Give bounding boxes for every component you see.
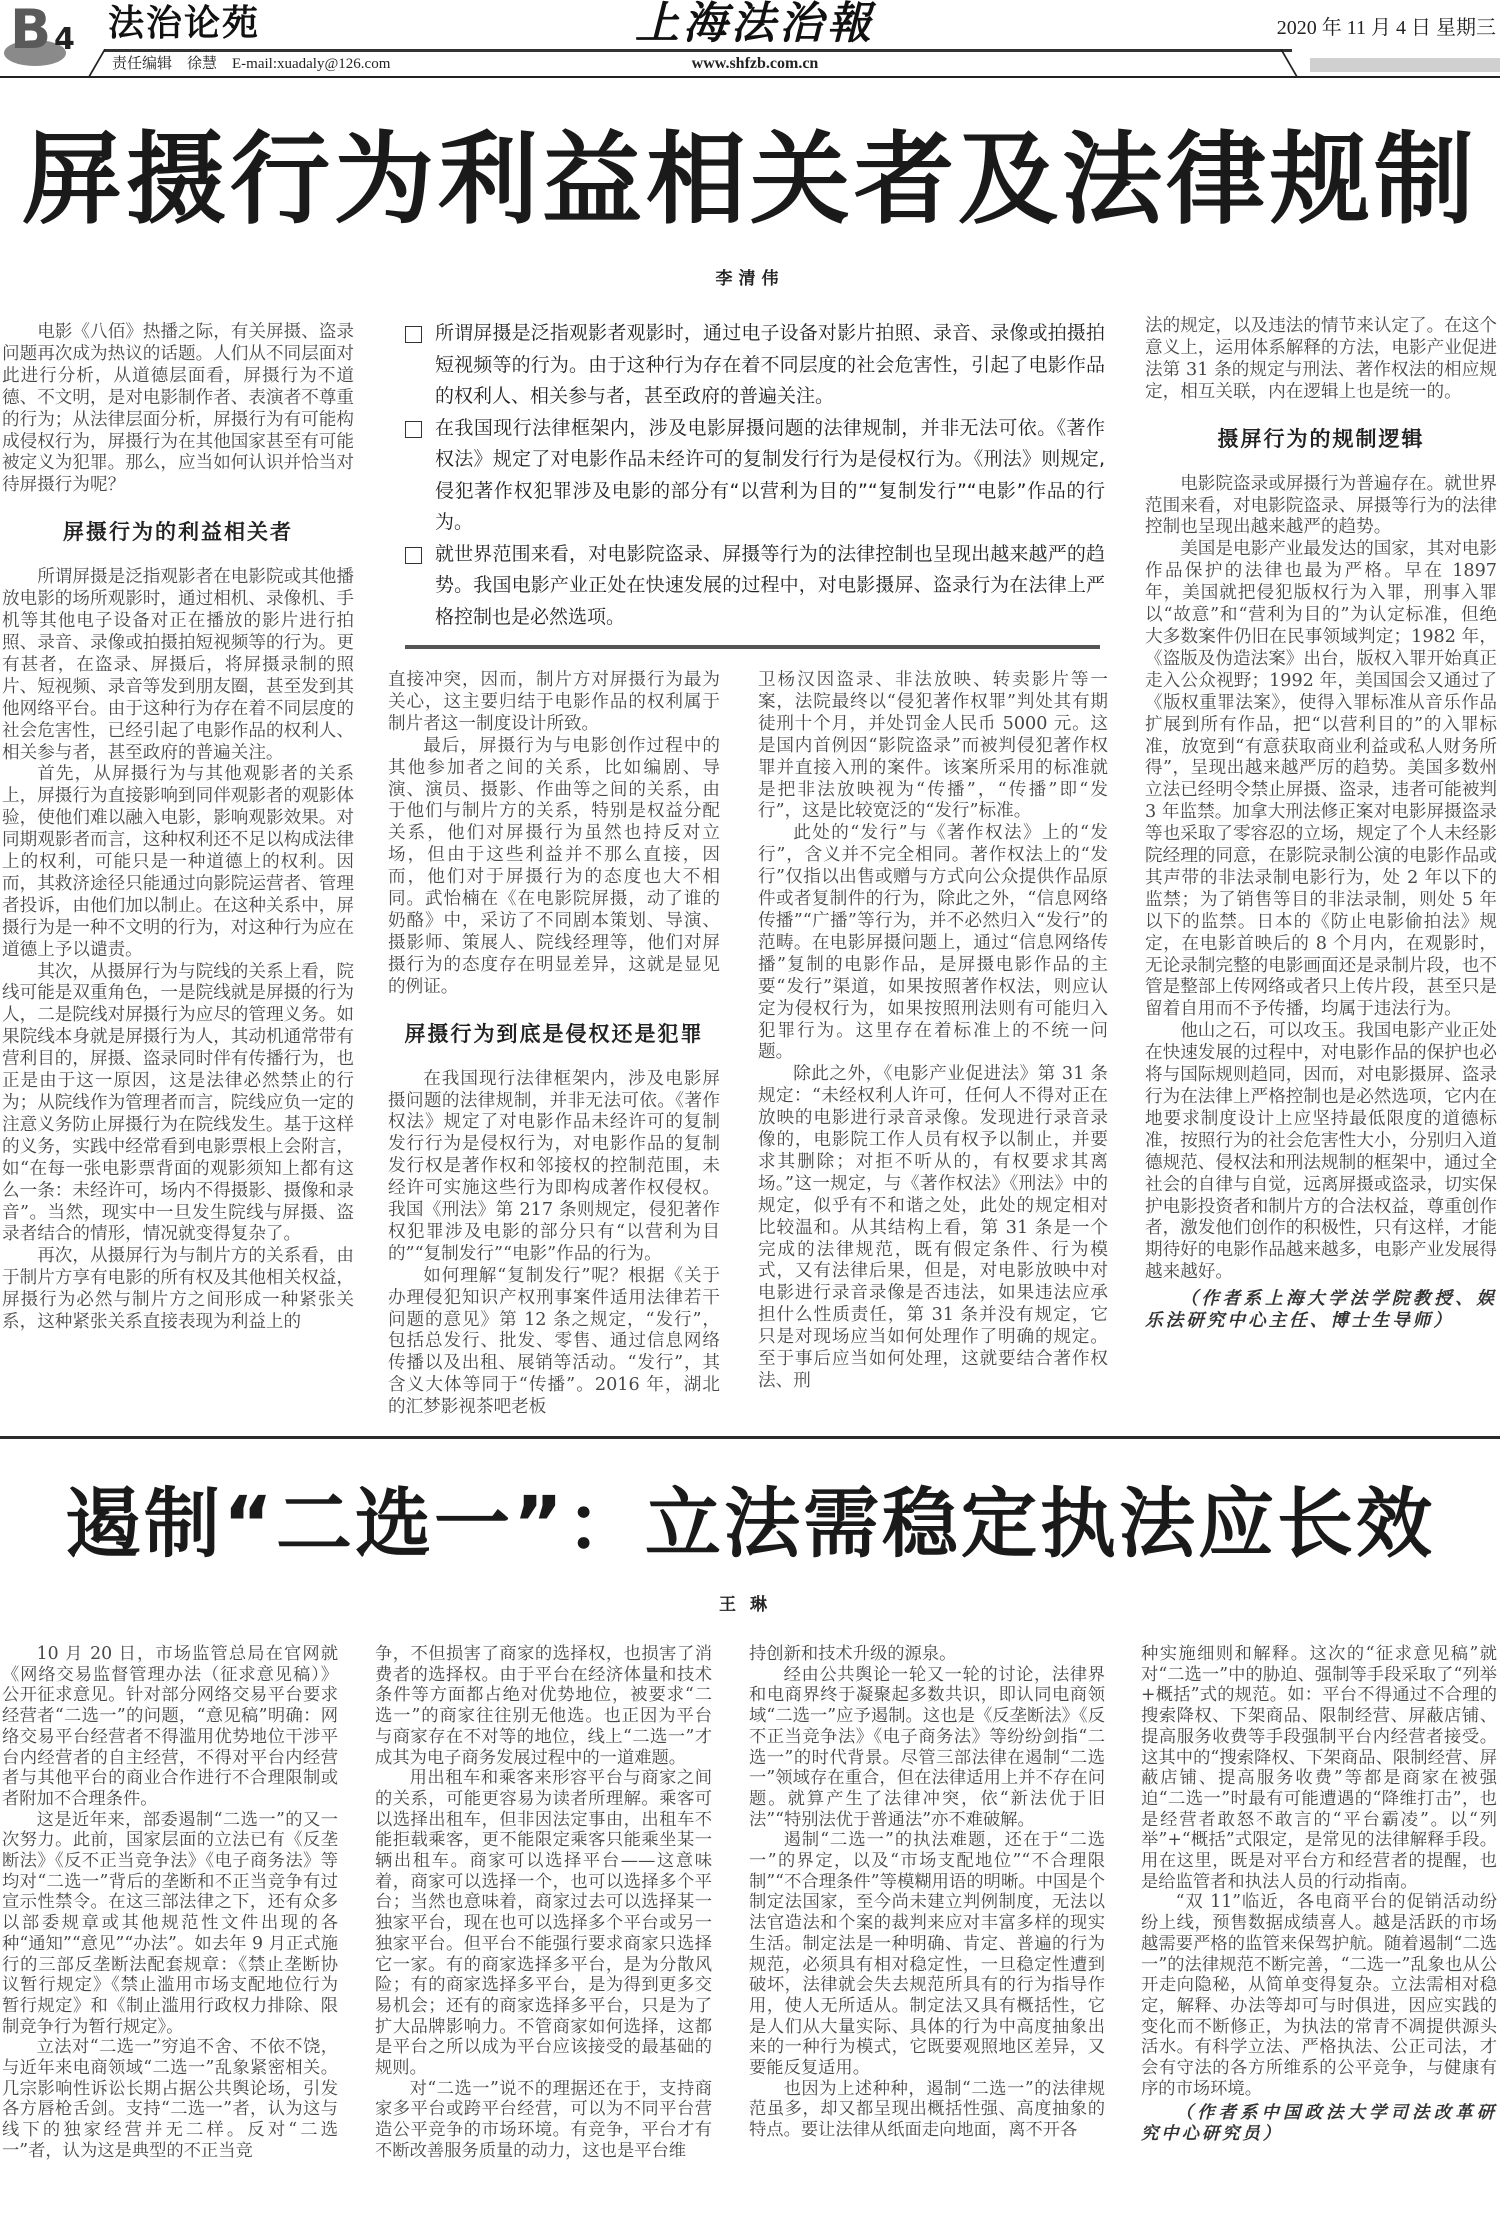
square-bullet-icon bbox=[405, 421, 422, 438]
paragraph: 其次，从摄屏行为与院线的关系上看，院线可能是双重角色，一是院线就是屏摄的行为人，二是院线对屏摄行为应尽的管理义务。如果院线本身就是屏摄行为人，其动机通常带有营利目的，屏摄、盗录同时伴有传播行为，也正是由于这一原因，这是法律必然禁止的行为；从院线作为管理者而言，院线应负一定的注意义务防止屏摄行为在院线发生。基于这样的义务，实践中经常看到电影票根上会附言，如“在每一张电影票背面的观影须知上都有这么一条：未经许可，场内不得摄影、摄像和录音”。当然，现实中一旦发生院线与屏摄、盗录者结合的情形，情况就变得复杂了。 bbox=[2, 961, 354, 1245]
paragraph: 电影《八佰》热播之际，有关屏摄、盗录问题再次成为热议的话题。人们从不同层面对此进行分析，从道德层面看，屏摄行为不道德、不文明，是对电影制作者、表演者不尊重的行为；从法律层面分析，屏摄行为有可能构成侵权行为，屏摄行为在其他国家甚至有可能被定义为犯罪。那么，应当如何认识并恰当对待屏摄行为呢？ bbox=[2, 322, 354, 496]
paragraph: 10 月 20 日，市场监管总局在官网就《网络交易监督管理办法（征求意见稿）》公开征求意见。针对部分网络交易平台要求经营者“二选一”的问题，“意见稿”明确：网络交易平台经营者不得滥用优势地位干涉平台内经营者的自主经营，不得对平台内经营者与其他平台的商业合作进行不合理限制或者附加不合理条件。 bbox=[2, 1644, 338, 1809]
masthead: 上海法治報 bbox=[635, 0, 875, 49]
article2-column-2 bbox=[375, 1644, 712, 2162]
paragraph: 首先，从屏摄行为与其他观影者的关系上，屏摄行为直接影响到同伴观影者的观影体验，使他们难以融入电影，影响观影效果。对同期观影者而言，这种权利还不足以构成法律上的权利，可能只是一种道德上的权利。因而，其救济途径只能通过向影院运营者、管理者投诉，由他们加以制止。在这种关系中，屏摄行为是一种不文明的行为，对这种行为应在道德上予以谴责。 bbox=[2, 764, 354, 960]
article1-summary bbox=[405, 318, 1105, 633]
paragraph: 美国是电影产业最发达的国家，其对电影作品保护的法律也最为严格。早在 1897 年，美国就把侵犯版权行为入罪，刑事入罪以“故意”和“营利为目的”为认定标准，但绝大多数案件仍旧在民事领域判定；1982 年，《盗版及伪造法案》出台，版权入罪开始真正走入公众视野；1992 年，美国国会又通过了《版权重罪法案》，使得入罪标准从音乐作品扩展到所有作品，把“以营利目的”的入罪标准，放宽到“有意获取商业利益或私人财务所得”，呈现出越来越严厉的趋势。美国多数州立法已经明令禁止屏摄、盗录，违者可能被判 3 年监禁。加拿大刑法修正案对电影屏摄盗录等也采取了零容忍的立场，规定了个人未经影院经理的同意，在影院录制公演的电影作品或其声带的非法录制电影行为，处 2 年以下的监禁；为了销售等目的非法录制，则处 5 年以下的监禁。日本的《防止电影偷拍法》规定，在电影首映后的 8 个月内，在观影时，无论录制完整的电影画面还是录制片段，也不管是整部上传网络或者只上传片段，甚至只是留着自用而不予传播，均属于违法行为。 bbox=[1145, 539, 1497, 1020]
paragraph: “双 11”临近，各电商平台的促销活动纷纷上线，预售数据成绩喜人。越是活跃的市场越需要严格的监管来保驾护航。随着遏制“二选一”的法律规范不断完善，“二选一”乱象也从公开走向隐秘，从简单变得复杂。立法需相对稳定，解释、办法等却可与时俱进，因应实践的变化而不断修正，为执法的常青不凋提供源头活水。有科学立法、严格执法、公正司法，才会有守法的各方所维系的公平竞争，与健康有序的市场环境。 bbox=[1141, 1892, 1497, 2099]
paragraph: 经由公共舆论一轮又一轮的讨论，法律界和电商界终于凝聚起多数共识，即认同电商领域“二选一”应予遏制。这也是《反垄断法》《反不正当竞争法》《电子商务法》等纷纷剑指“二选一”的时代背景。尽管三部法律在遏制“二选一”领域存在重合，但在法律适用上并不存在问题。就算产生了法律冲突，依“新法优于旧法”“特别法优于普通法”亦不难破解。 bbox=[749, 1664, 1105, 1830]
section-heading: 屏摄行为的利益相关者 bbox=[63, 520, 293, 545]
section-title: 法治论苑 bbox=[108, 3, 261, 44]
paragraph: 最后，屏摄行为与电影创作过程中的其他参加者之间的关系，比如编剧、导演、演员、摄影、作曲等之间的关系，由于他们与制片方的关系，特别是权益分配关系，他们对屏摄行为虽然也持反对立场，但由于这些利益并不那么直接，因而，他们对于屏摄行为的态度也大不相同。武怡楠在《在电影院屏摄，动了谁的奶酪》中，采访了不同剧本策划、导演、摄影师、策展人、院线经理等，他们对屏摄行为的态度存在明显差异，这就是显见的例证。 bbox=[388, 735, 720, 997]
summary-text: 在我国现行法律框架内，涉及电影屏摄问题的法律规制，并非无法可依。《著作权法》规定了对电影作品未经许可的复制发行行为是侵权行为。《刑法》则规定,侵犯著作权犯罪涉及电影的部分有“以营利为目的”“复制发行”“电影”作品的行为。 bbox=[435, 416, 1105, 533]
page-letter: B bbox=[10, 0, 52, 61]
website-link[interactable]: www.shfzb.com.cn bbox=[691, 55, 819, 72]
paragraph: 遏制“二选一”的执法难题，还在于“二选一”的界定，以及“市场支配地位”“不合理限制”“不合理条件”等模糊用语的明晰。中国是个制定法国家，至今尚未建立判例制度，无法以法官造法和个案的裁判来应对丰富多样的现实生活。制定法是一种明确、肯定、普遍的行为规范，必须具有相对稳定性，一旦稳定性遭到破坏，法律就会失去规范所具有的行为指导作用，使人无所适从。制定法又具有概括性，它是人们从大量实际、具体的行为中高度抽象出来的一种行为模式，它既要观照地区差异，又要能反复适用。 bbox=[749, 1830, 1105, 2079]
summary-rule bbox=[405, 645, 1100, 649]
summary-item bbox=[405, 539, 1105, 634]
paragraph: 持创新和技术升级的源泉。 bbox=[749, 1644, 957, 1664]
author-note: （作者系中国政法大学司法改革研究中心研究员） bbox=[1141, 2103, 1497, 2145]
summary-item bbox=[405, 318, 1105, 413]
issue-date: 2020 年 11 月 4 日 星期三 bbox=[1276, 17, 1496, 39]
paragraph: 对“二选一”说不的理据还在于，支持商家多平台或跨平台经营，可以为不同平台营造公平竞争的市场环境。有竞争，平台才有不断改善服务质量的动力，这也是平台维 bbox=[375, 2078, 712, 2161]
summary-item bbox=[405, 413, 1105, 539]
paragraph: 如何理解“复制发行”呢？根据《关于办理侵犯知识产权刑事案件适用法律若干问题的意见》第 12 条之规定，“发行”，包括总发行、批发、零售、通过信息网络传播以及出租、展销等活动。“发行”，其含义大体等同于“传播”。2016 年，湖北的汇梦影视茶吧老板 bbox=[388, 1265, 720, 1418]
paragraph: 也因为上述种种，遏制“二选一”的法律规范虽多，却又都呈现出概括性强、高度抽象的特点。要让法律从纸面走向地面，离不开各 bbox=[749, 2078, 1105, 2141]
summary-text: 就世界范围来看，对电影院盗录、屏摄等行为的法律控制也呈现出越来越严的趋势。我国电影产业正处在快速发展的过程中，对电影摄屏、盗录行为在法律上严格控制也是必然选项。 bbox=[435, 542, 1105, 628]
article2-headline: 遏制“二选一”：立法需稳定执法应长效 bbox=[65, 1479, 1435, 1568]
square-bullet-icon bbox=[405, 547, 422, 564]
article1-column-2 bbox=[388, 670, 720, 1419]
summary-text: 所谓屏摄是泛指观影者观影时，通过电子设备对影片拍照、录音、录像或拍摄拍短视频等的行为。由于这种行为存在着不同层度的社会危害性，引起了电影作品的权利人、相关参与者，甚至政府的普遍关注。 bbox=[435, 322, 1105, 407]
article1-author: 李清伟 bbox=[715, 269, 785, 289]
author-note: （作者系上海大学法学院教授、娱乐法研究中心主任、博士生导师） bbox=[1145, 1288, 1497, 1332]
square-bullet-icon bbox=[405, 326, 422, 343]
section-heading: 摄屏行为的规制逻辑 bbox=[1217, 426, 1425, 451]
paragraph: 法的规定，以及违法的情节来认定了。在这个意义上，运用体系解释的方法，电影产业促进法第 31 条的规定与刑法、著作权法的相应规定，相互关联，内在逻辑上也是统一的。 bbox=[1145, 316, 1497, 402]
article1-column-3 bbox=[758, 670, 1108, 1393]
paragraph: 此处的“发行”与《著作权法》上的“发行”，含义并不完全相同。著作权法上的“发行”仅指以出售或赠与方式向公众提供作品原件或者复制件的行为，除此之外，“信息网络传播”“广播”等行为，并不必然归入“发行”的范畴。在电影屏摄问题上，通过“信息网络传播”复制的电影作品，是屏摄电影作品的主要“发行”渠道，如果按照著作权法，则应认定为侵权行为，如果按照刑法则有可能归入犯罪行为。这里存在着标准上的不统一问题。 bbox=[758, 823, 1108, 1063]
paragraph: 立法对“二选一”穷追不舍、不依不饶，与近年来电商领域“二选一”乱象紧密相关。几宗影响性诉讼长期占据公共舆论场，引发各方唇枪舌剑。支持“二选一”者，认为这与线下的独家经营并无二样。反对“二选一”者，认为这是典型的不正当竞 bbox=[2, 2037, 338, 2161]
article2-author: 王琳 bbox=[719, 1595, 781, 1615]
article1-column-4 bbox=[1145, 316, 1497, 1332]
paragraph: 他山之石，可以攻玉。我国电影产业正处在快速发展的过程中，对电影作品的保护也必将与国际规则趋同，因而，对电影摄屏、盗录行为在法律上严格控制也是必然选项，它内在地要求制度设计上应坚持最低限度的道德标准，按照行为的社会危害性大小，分别归入道德规范、侵权法和刑法规制的框架中，通过全社会的自律与自觉，远离屏摄或盗录，切实保护电影投资者和制片方的合法权益，尊重创作者，激发他们创作的积极性，只有这样，才能期待好的电影作品越来越多，电影产业发展得越来越好。 bbox=[1145, 1021, 1497, 1283]
page-number: 4 bbox=[54, 22, 75, 57]
paragraph: 再次，从摄屏行为与制片方的关系看，由于制片方享有电影的所有权及其他相关权益，屏摄行为必然与制片方之间形成一种紧张关系，这种紧张关系直接表现为利益上的 bbox=[2, 1246, 354, 1333]
article2-column-4 bbox=[1141, 1644, 1497, 2145]
article1-column-1 bbox=[2, 322, 354, 1334]
paragraph: 这是近年来，部委遏制“二选一”的又一次努力。此前，国家层面的立法已有《反垄断法》《反不正当竞争法》《电子商务法》等均对“二选一”背后的垄断和不正当竞争有过宣示性禁令。在这三部法律之下，还有众多以部委规章或其他规范性文件出现的各种“通知”“意见”“办法”。如去年 9 月正式施行的三部反垄断法配套规章：《禁止垄断协议暂行规定》《禁止滥用市场支配地位行为暂行规定》和《制止滥用行政权力排除、限制竞争行为暂行规定》。 bbox=[2, 1809, 338, 2037]
article2-column-1 bbox=[2, 1644, 338, 2162]
paragraph: 种实施细则和解释。这次的“征求意见稿”就对“二选一”中的胁迫、强制等手段采取了“列举+概括”式的规范。如：平台不得通过不合理的搜索降权、下架商品、限制经营、屏蔽店铺、提高服务收费等手段强制平台内经营者接受。这其中的“搜索降权、下架商品、限制经营、屏蔽店铺、提高服务收费”等都是商家在被强迫“二选一”时最有可能遭遇的“降维打击”，也是经营者敢怒不敢言的“平台霸凌”。以“列举”+“概括”式限定，是常见的法律解释手段。用在这里，既是对平台方和经营者的提醒，也是给监管者和执法人员的行动指南。 bbox=[1141, 1644, 1497, 1892]
paragraph: 争，不但损害了商家的选择权，也损害了消费者的选择权。由于平台在经济体量和技术条件等方面都占绝对优势地位，被要求“二选一”的商家往往别无他选。也正因为平台与商家存在不对等的地位，线上“二选一”才成其为电子商务发展过程中的一道难题。 bbox=[375, 1644, 712, 1768]
paragraph: 电影院盗录或屏摄行为普遍存在。就世界范围来看，对电影院盗录、屏摄等行为的法律控制也呈现出越来越严的趋势。 bbox=[1145, 473, 1497, 538]
paragraph: 除此之外，《电影产业促进法》第 31 条规定：“未经权利人许可，任何人不得对正在放映的电影进行录音录像。发现进行录音录像的，电影院工作人员有权予以制止，并要求其删除；对拒不听从的，有权要求其离场。”这一规定，与《著作权法》《刑法》中的规定，似乎有不和谐之处，此处的规定相对比较温和。从其结构上看，第 31 条是一个完成的法律规范，既有假定条件、行为模式，又有法律后果，但是，对电影放映中对电影进行录音录像是否违法，如果违法应承担什么性质责任，第 31 条并没有规定，它只是对现场应当如何处理作了明确的规定。至于事后应当如何处理，这就要结合著作权法、刑 bbox=[758, 1064, 1108, 1391]
paragraph: 所谓屏摄是泛指观影者在电影院或其他播放电影的场所观影时，通过相机、录像机、手机等其他电子设备对正在播放的影片进行拍照、录音、录像或拍摄拍短视频等的行为。更有甚者，在盗录、屏摄后，将屏摄录制的照片、短视频、录音等发到朋友圈，甚至发到其他网络平台。由于这种行为存在着不同层度的社会危害性，已经引起了电影作品的权利人、相关参与者，甚至政府的普遍关注。 bbox=[2, 567, 354, 763]
paragraph: 用出租车和乘客来形容平台与商家之间的关系，可能更容易为读者所理解。乘客可以选择出租车，但非因法定事由，出租车不能拒载乘客，更不能限定乘客只能乘坐某一辆出租车。商家可以选择平台——这意味着，商家可以选择一个，也可以选择多个平台；当然也意味着，商家过去可以选择某一独家平台，现在也可以选择多个平台或另一独家平台。但平台不能强行要求商家只选择它一家。有的商家选择多平台，是为分散风险；有的商家选择多平台，是为得到更多交易机会；还有的商家选择多平台，只是为了扩大品牌影响力。不管商家如何选择，这都是平台之所以成为平台应该接受的最基础的规则。 bbox=[375, 1768, 712, 2079]
header-rule bbox=[0, 76, 1500, 78]
paragraph: 卫杨汉因盗录、非法放映、转卖影片等一案，法院最终以“侵犯著作权罪”判处其有期徒刑十个月，并处罚金人民币 5000 元。这是国内首例因“影院盗录”而被判侵犯著作权罪并直接入刑的案件。该案所采用的标准就是把非法放映视为“传播”，“传播”即“发行”，这是比较宽泛的“发行”标准。 bbox=[758, 670, 1108, 822]
section-heading: 屏摄行为到底是侵权还是犯罪 bbox=[404, 1021, 704, 1046]
article2-column-3 bbox=[749, 1644, 1105, 2141]
editor-credit: 责任编辑 徐慧 E-mail:xuadaly@126.com bbox=[112, 56, 391, 72]
article-separator bbox=[0, 1436, 1500, 1439]
paragraph: 在我国现行法律框架内，涉及电影屏摄问题的法律规制，并非无法可依。《著作权法》规定了对电影作品未经许可的复制发行行为是侵权行为，对电影作品的复制发行权是著作权和邻接权的控制范围，未经许可实施这些行为即构成著作权侵权。我国《刑法》第 217 条则规定，侵犯著作权犯罪涉及电影的部分只有“以营利为目的”“复制发行”“电影”作品的行为。 bbox=[388, 1068, 720, 1264]
header-rule-top bbox=[104, 49, 1292, 52]
header-rule-slant-right bbox=[1280, 49, 1298, 77]
page-number-logo bbox=[4, 0, 100, 68]
article1-headline: 屏摄行为利益相关者及法律规制 bbox=[22, 121, 1478, 238]
paragraph: 直接冲突，因而，制片方对屏摄行为最为关心，这主要归结于电影作品的权利属于制片者这一制度设计所致。 bbox=[388, 670, 720, 734]
header-grey-bar bbox=[1310, 58, 1500, 72]
